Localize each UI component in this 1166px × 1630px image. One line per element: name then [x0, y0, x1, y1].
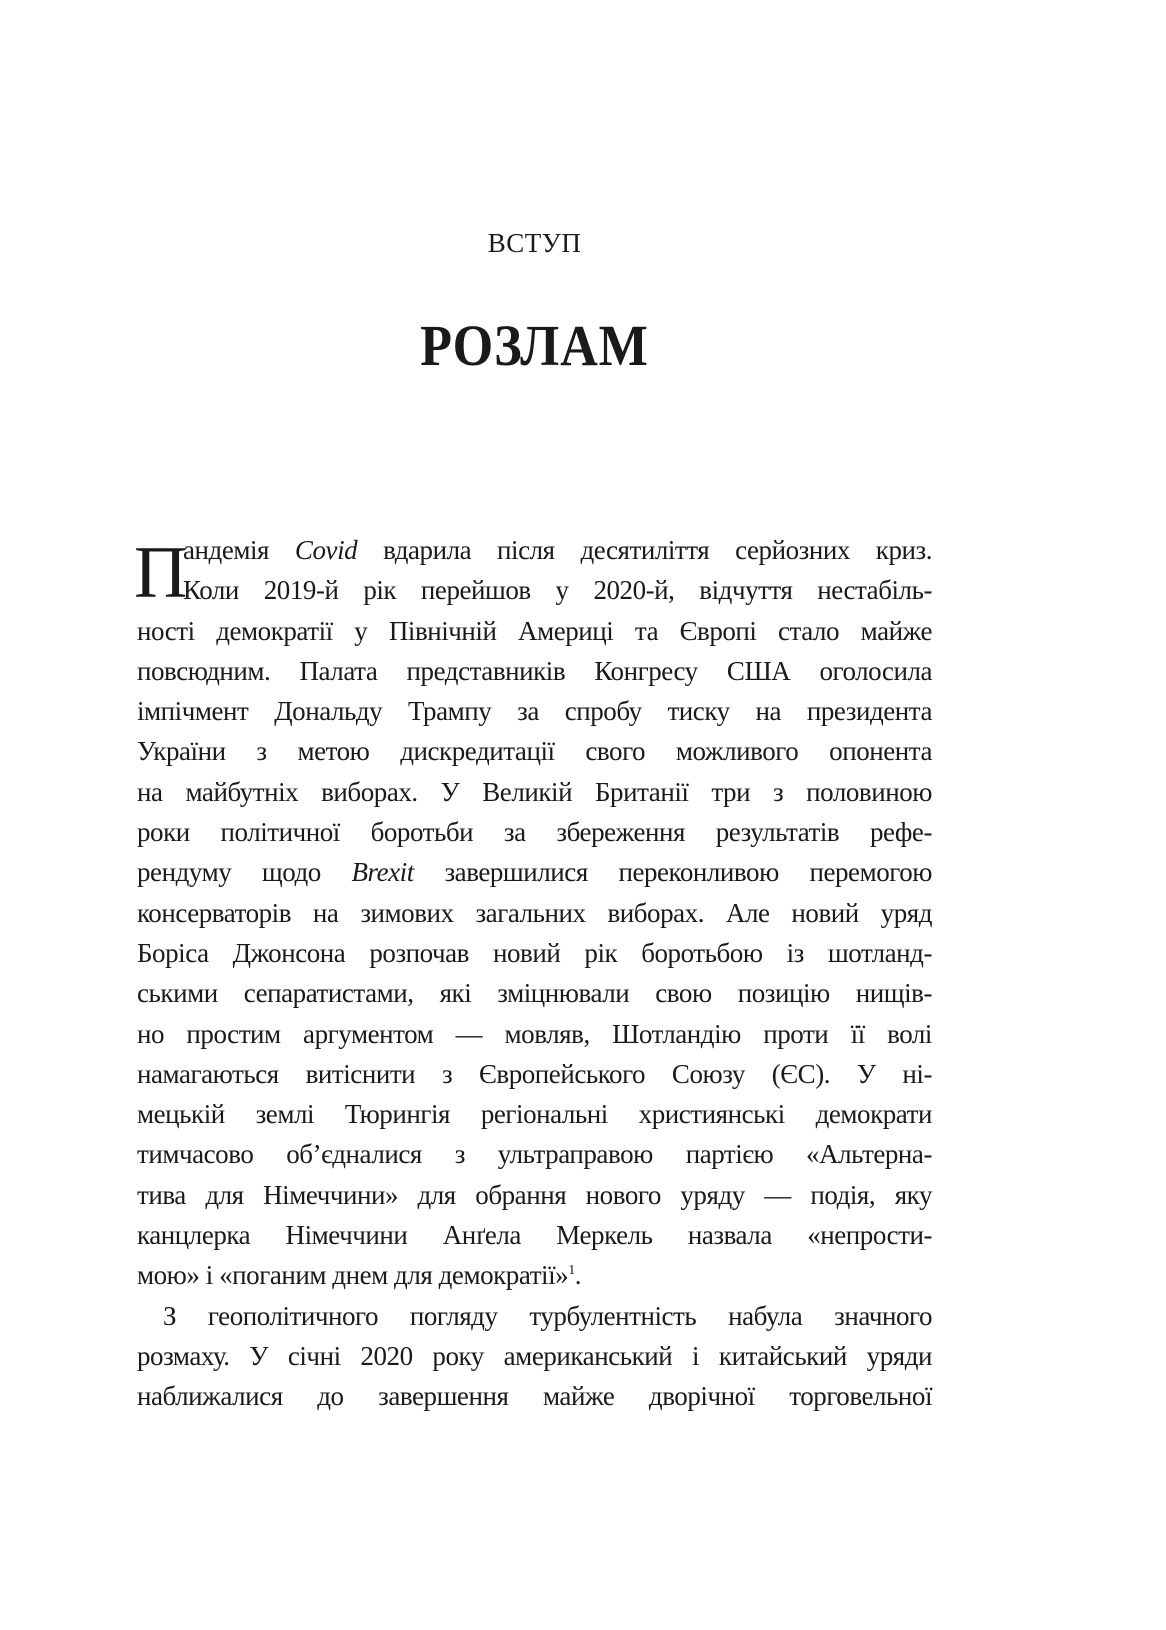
text-line: тива для Німеччини» для обрання нового уряду — подія, яку — [137, 1179, 932, 1210]
text-line — [137, 1255, 932, 1295]
text-run: завершилися переконливою перемогою — [413, 857, 932, 888]
italic-term: Covid — [294, 535, 358, 565]
text-line: України з метою дискредитації свого можливого опонента — [137, 736, 932, 767]
chapter-title: РОЗЛАМ — [420, 313, 649, 378]
text-run: . — [574, 1260, 582, 1291]
text-line: канцлерка Німеччини Анґела Меркель назвала «непрости- — [137, 1220, 932, 1251]
text-run: мою» і «поганим днем для демократії» — [137, 1260, 569, 1291]
text-line: розмаху. У січні 2020 року американський і китайський уряди — [137, 1340, 932, 1371]
italic-term: Brexit — [351, 857, 414, 888]
text-line: роки політичної боротьби за збереження результатів рефе- — [137, 817, 932, 848]
chapter-kicker: ВСТУП — [487, 228, 582, 258]
paragraph — [137, 1296, 932, 1417]
text-line: З геополітичного погляду турбулентність набула значного — [163, 1300, 932, 1331]
text-line: тимчасово об’єдналися з ультраправою партією «Альтерна- — [137, 1139, 932, 1170]
text-line: Боріса Джонсона розпочав новий рік боротьбою із шотланд- — [137, 937, 932, 968]
footnote-marker[interactable]: 1 — [568, 1263, 575, 1279]
text-line: повсюдним. Палата представників Конгресу США оголосила — [137, 655, 932, 686]
text-line: імпічмент Дональду Трампу за спробу тиску на президента — [137, 696, 932, 727]
drop-cap: П — [134, 532, 188, 614]
text-line: но простим аргументом — мовляв, Шотландію проти її волі — [137, 1018, 932, 1049]
text-line: наближалися до завершення майже дворічної торговельної — [137, 1381, 932, 1412]
paragraph — [134, 530, 933, 1296]
text-run: вдарила після десятиліття серйозних криз. — [357, 535, 933, 565]
text-line — [137, 852, 932, 892]
text-line: ності демократії у Північній Америці та Європі стало майже — [137, 615, 932, 646]
text-run: андемія — [183, 535, 295, 565]
text-line: консерваторів на зимових загальних виборах. Але новий уряд — [137, 897, 932, 928]
text-line: ськими сепаратистами, які зміцнювали свою позицію нищів- — [137, 978, 932, 1009]
text-line: намагаються витіснити з Європейського Союзу (ЄС). У ні- — [137, 1058, 932, 1089]
text-line: Коли 2019-й рік перейшов у 2020-й, відчуття нестабіль- — [183, 575, 932, 606]
text-line: на майбутніх виборах. У Великій Британії три з половиною — [137, 776, 932, 807]
text-line: мецькій землі Тюрингія регіональні християнські демократи — [137, 1099, 932, 1130]
text-run: рендуму щодо — [137, 857, 352, 888]
body-text — [134, 530, 933, 1417]
text-line — [137, 530, 932, 570]
